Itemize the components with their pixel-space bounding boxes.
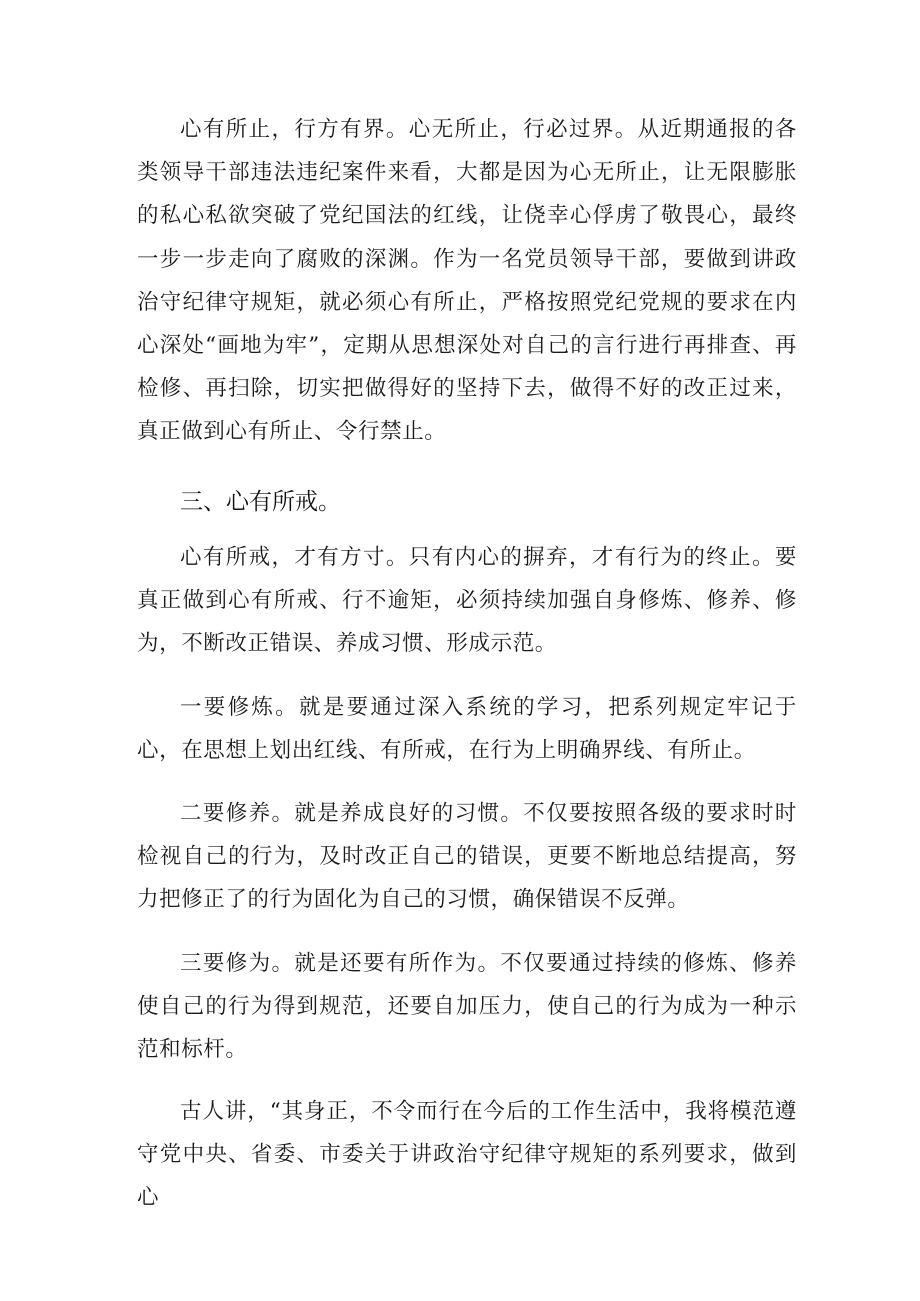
- paragraph-xiu-lian: 一要修炼。就是要通过深入系统的学习，把系列规定牢记于心，在思想上划出红线、有所戒，在行为上明确界线、有所止。: [137, 695, 797, 764]
- paragraph-gu-ren-jiang: 古人讲，“其身正，不令而行在今后的工作生活中，我将模范遵守党中央、省委、市委关于讲政治守纪律守规矩的系列要求，做到心: [137, 1099, 797, 1211]
- paragraph-xiu-yang: 二要修养。就是养成良好的习惯。不仅要按照各级的要求时时检视自己的行为，及时改正自己的错误，更要不断地总结提高，努力把修正了的行为固化为自己的习惯，确保错误不反弹。: [137, 801, 797, 913]
- paragraph-xin-you-suo-zhi: 心有所止，行方有界。心无所止，行必过界。从近期通报的各类领导干部违法违纪案件来看，大都是因为心无所止，让无限膨胀的私心私欲突破了党纪国法的红线，让侥幸心俘虏了敬畏心，最终一步一步走向了腐败的深渊。作为一名党员领导干部，要做到讲政治守纪律守规矩，就必须心有所止，严格按照党纪党规的要求在内心深处“画地为牢”，定期从思想深处对自己的言行进行再排查、再检修、再扫除，切实把做得好的坚持下去，做得不好的改正过来，真正做到心有所止、令行禁止。: [137, 117, 797, 445]
- section-heading: 三、心有所戒。: [180, 489, 341, 515]
- paragraph-xin-you-suo-jie: 心有所戒，才有方寸。只有内心的摒弃，才有行为的终止。要真正做到心有所戒、行不逾矩，必须持续加强自身修炼、修养、修为，不断改正错误、养成习惯、形成示范。: [137, 545, 797, 657]
- paragraph-xiu-wei: 三要修为。就是还要有所作为。不仅要通过持续的修炼、修养使自己的行为得到规范，还要自加压力，使自己的行为成为一种示范和标杆。: [137, 951, 797, 1063]
